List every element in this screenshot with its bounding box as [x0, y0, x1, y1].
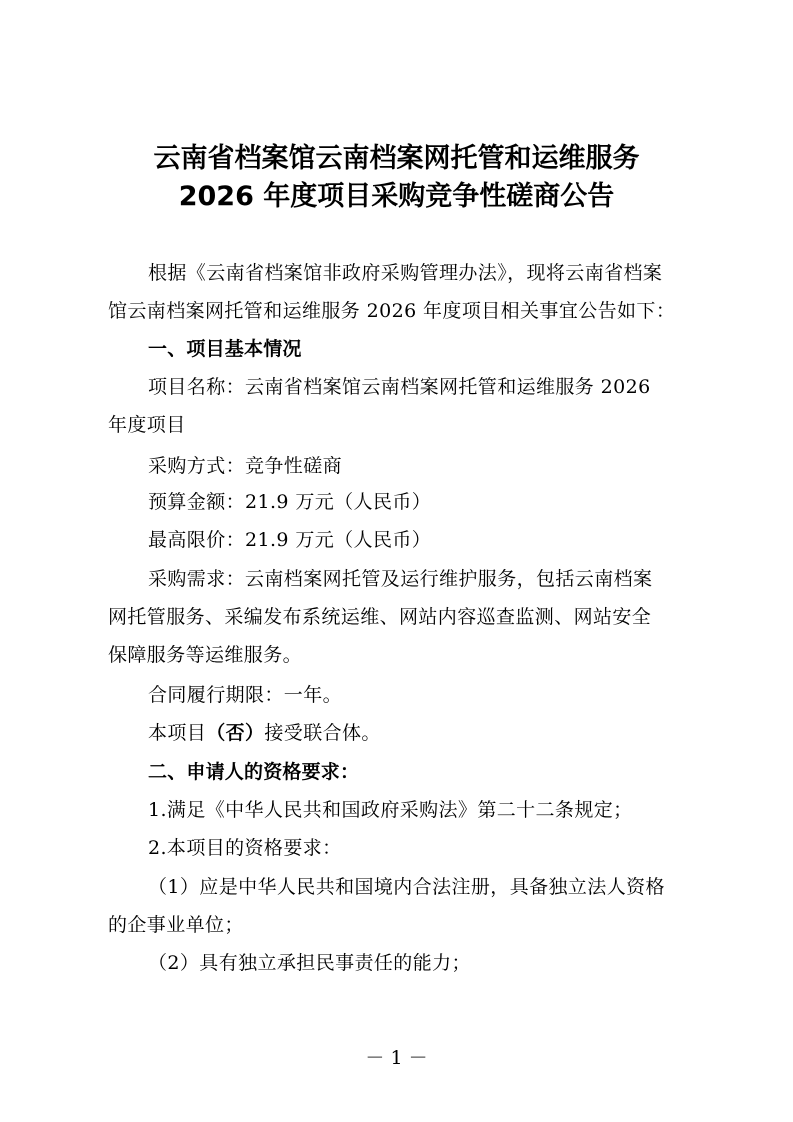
consortium-value: （否）: [206, 722, 265, 744]
max-price: 最高限价：21.9 万元（人民币）: [148, 529, 432, 551]
section-1-heading: 一、项目基本情况: [148, 338, 302, 360]
requirement-2-2: （2）具有独立承担民事责任的能力；: [148, 952, 471, 974]
intro-paragraph-line-1: 根据《云南省档案馆非政府采购管理办法》，现将云南省档案: [148, 262, 663, 284]
procurement-method: 采购方式：竞争性磋商: [148, 455, 343, 477]
consortium-suffix: 接受联合体。: [264, 722, 381, 744]
demand-line-2: 网托管服务、采编发布系统运维、网站内容巡查监测、网站安全: [108, 606, 652, 628]
section-2-heading: 二、申请人的资格要求：: [148, 761, 360, 783]
budget-amount: 预算金额：21.9 万元（人民币）: [148, 491, 432, 513]
requirement-1: 1.满足《中华人民共和国政府采购法》第二十二条规定；: [148, 799, 633, 821]
document-title-line-1: 云南省档案馆云南档案网托管和运维服务: [153, 143, 640, 174]
project-name-line-2: 年度项目: [108, 414, 186, 436]
consortium-statement: [148, 721, 381, 745]
consortium-prefix: 本项目: [148, 722, 207, 744]
intro-paragraph-line-2: 馆云南档案网托管和运维服务 2026 年度项目相关事宜公告如下：: [108, 300, 676, 322]
demand-line-3: 保障服务等运维服务。: [108, 644, 303, 666]
page-number: － 1 －: [365, 1047, 428, 1069]
contract-term: 合同履行期限：一年。: [148, 684, 343, 706]
project-name-line-1: 项目名称：云南省档案馆云南档案网托管和运维服务 2026: [148, 376, 651, 398]
requirement-2-1-line-1: （1）应是中华人民共和国境内合法注册，具备独立法人资格: [148, 876, 665, 898]
demand-line-1: 采购需求：云南档案网托管及运行维护服务，包括云南档案: [148, 568, 653, 590]
document-title-line-2: 2026 年度项目采购竞争性磋商公告: [178, 181, 615, 212]
requirement-2-1-line-2: 的企事业单位；: [108, 914, 244, 936]
requirement-2: 2.本项目的资格要求：: [148, 837, 342, 859]
